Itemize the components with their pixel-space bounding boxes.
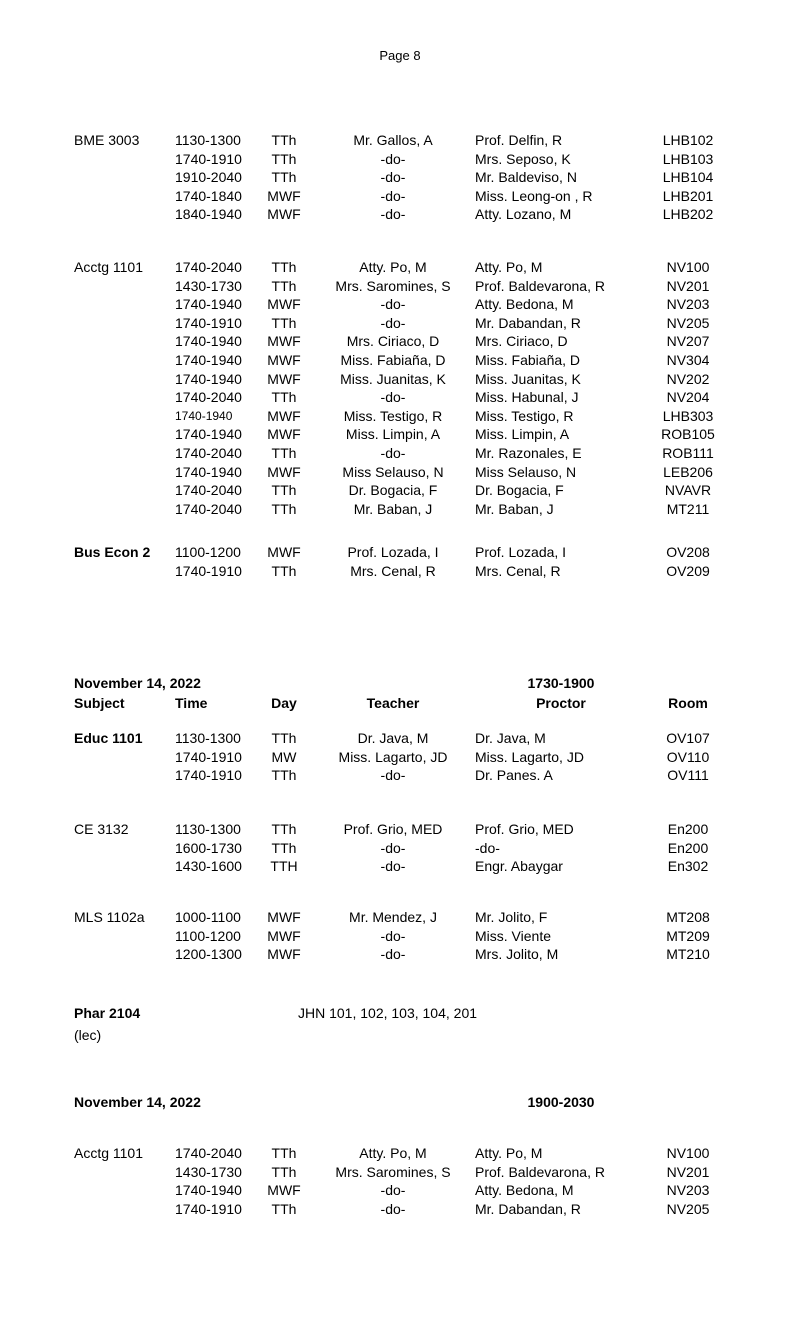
teacher-cell: -do-: [380, 858, 406, 875]
day-cell: TTh: [271, 482, 297, 499]
time-cell: 1740-1940: [175, 1182, 242, 1199]
schedule-row: [0, 258, 800, 277]
time-cell: 1910-2040: [175, 169, 242, 186]
column-header-proctor: Proctor: [536, 694, 586, 711]
date-header-1900-2030: [0, 1093, 800, 1112]
teacher-cell: Mrs. Cenal, R: [350, 562, 436, 579]
proctor-cell: Miss. Lagarto, JD: [475, 748, 584, 765]
room-cell: OV110: [666, 748, 710, 765]
day-cell: TTh: [271, 389, 297, 406]
proctor-cell: Mr. Baldeviso, N: [475, 169, 577, 186]
subject-sublabel: (lec): [74, 1027, 102, 1043]
proctor-cell: Miss. Leong-on , R: [475, 187, 593, 204]
proctor-cell: Mr. Jolito, F: [475, 909, 548, 925]
schedule-row: [0, 1181, 800, 1200]
exam-date: November 14, 2022: [74, 1094, 201, 1110]
time-cell: 1740-1910: [175, 748, 242, 765]
schedule-row: [0, 857, 800, 876]
day-cell: TTh: [271, 821, 297, 837]
teacher-cell: Mrs. Ciriaco, D: [346, 333, 440, 350]
proctor-cell: Mrs. Ciriaco, D: [475, 333, 568, 350]
day-cell: MWF: [267, 463, 301, 480]
section-ce-3132: [0, 820, 800, 876]
time-cell: 1740-2040: [175, 259, 242, 275]
schedule-row: [0, 332, 800, 351]
day-cell: TTh: [271, 259, 297, 275]
teacher-cell: Dr. Java, M: [357, 730, 429, 746]
room-cell: NV203: [666, 1182, 710, 1199]
room-list-note: JHN 101, 102, 103, 104, 201: [298, 1005, 478, 1021]
time-cell: 1000-1100: [175, 909, 241, 925]
room-cell: MT208: [666, 909, 710, 925]
teacher-cell: -do-: [380, 444, 406, 461]
schedule-row: [0, 351, 800, 370]
day-cell: TTh: [271, 444, 297, 461]
room-cell: MT209: [666, 927, 710, 944]
schedule-row: [0, 388, 800, 407]
schedule-row: [0, 766, 800, 785]
proctor-cell: Prof. Grio, MED: [475, 821, 574, 837]
teacher-cell: -do-: [380, 1200, 406, 1217]
time-cell: 1740-2040: [175, 444, 242, 461]
day-cell: TTh: [271, 839, 297, 856]
page-number: Page 8: [379, 48, 421, 63]
proctor-cell: Mr. Dabandan, R: [475, 314, 581, 331]
section-educ-1101: [0, 729, 800, 785]
teacher-cell: Dr. Bogacia, F: [348, 482, 438, 499]
schedule-row: [0, 908, 800, 927]
proctor-cell: Miss. Habunal, J: [475, 389, 579, 406]
room-cell: NV201: [666, 277, 710, 294]
time-cell: 1100-1200: [175, 544, 241, 560]
time-cell: 1740-1940: [175, 333, 242, 350]
column-header-time: Time: [175, 694, 208, 711]
day-cell: MWF: [267, 296, 301, 313]
teacher-cell: -do-: [380, 1182, 406, 1199]
room-cell: ROB105: [661, 426, 715, 443]
day-cell: MW: [271, 748, 297, 765]
proctor-cell: Dr. Java, M: [475, 730, 546, 746]
day-cell: MWF: [267, 544, 301, 560]
section-acctg-1101: [0, 258, 800, 518]
proctor-cell: Mrs. Seposo, K: [475, 150, 571, 167]
day-cell: TTh: [271, 500, 297, 517]
schedule-row: [0, 1144, 800, 1163]
schedule-row: [0, 820, 800, 839]
schedule-row: [0, 425, 800, 444]
time-cell: 1840-1940: [175, 206, 242, 223]
day-cell: TTh: [271, 1145, 297, 1161]
day-cell: MWF: [267, 333, 301, 350]
date-header-row: [0, 674, 800, 694]
room-cell: OV107: [666, 730, 710, 746]
time-cell: 1740-1940: [175, 426, 242, 443]
time-cell: 1740-2040: [175, 500, 242, 517]
time-cell: 1600-1730: [175, 839, 242, 856]
room-cell: En200: [667, 839, 709, 856]
proctor-cell: Mrs. Cenal, R: [475, 562, 561, 579]
time-cell: 1740-1940: [175, 296, 242, 313]
room-cell: LHB104: [662, 169, 714, 186]
time-cell: 1740-1910: [175, 314, 242, 331]
schedule-row: [0, 150, 800, 169]
time-cell: 1200-1300: [175, 946, 242, 963]
time-cell: 1740-1940: [175, 408, 233, 423]
room-cell: OV111: [667, 767, 709, 784]
time-cell: 1430-1600: [175, 858, 242, 875]
day-cell: TTh: [271, 314, 297, 331]
time-cell: 1740-1940: [175, 463, 242, 480]
schedule-row: [0, 1024, 800, 1046]
date-header-1730-1900: [0, 674, 800, 713]
schedule-row: [0, 1002, 800, 1024]
room-cell: NV204: [666, 389, 710, 406]
day-cell: TTh: [271, 1200, 297, 1217]
day-cell: TTh: [271, 277, 297, 294]
room-cell: En200: [667, 821, 709, 837]
date-header-row: [0, 1093, 800, 1112]
room-cell: OV209: [666, 562, 710, 579]
subject-label: Educ 1101: [74, 730, 143, 746]
column-header-row: [0, 694, 800, 714]
schedule-row: [0, 407, 800, 426]
proctor-cell: Dr. Bogacia, F: [475, 482, 564, 499]
teacher-cell: -do-: [380, 296, 406, 313]
room-cell: LHB102: [662, 132, 714, 148]
section-mls-1102a: [0, 908, 800, 964]
room-cell: NV205: [666, 1200, 710, 1217]
proctor-cell: Prof. Baldevarona, R: [475, 1163, 605, 1180]
exam-time-slot: 1730-1900: [527, 675, 595, 691]
column-header-day: Day: [271, 694, 297, 711]
day-cell: MWF: [267, 206, 301, 223]
day-cell: TTH: [270, 858, 298, 875]
time-cell: 1740-1910: [175, 150, 242, 167]
teacher-cell: Miss. Fabiaña, D: [340, 351, 446, 368]
schedule-row: [0, 444, 800, 463]
day-cell: MWF: [267, 351, 301, 368]
schedule-row: [0, 1200, 800, 1219]
time-cell: 1740-2040: [175, 482, 242, 499]
teacher-cell: Mr. Baban, J: [353, 500, 433, 517]
teacher-cell: -do-: [380, 169, 406, 186]
teacher-cell: Mrs. Saromines, S: [335, 1163, 451, 1180]
room-cell: NV203: [666, 296, 710, 313]
schedule-row: [0, 463, 800, 482]
proctor-cell: Prof. Lozada, I: [475, 544, 567, 560]
subject-label: Acctg 1101: [74, 1145, 144, 1161]
teacher-cell: Mr. Gallos, A: [353, 132, 433, 148]
teacher-cell: Miss Selauso, N: [342, 463, 444, 480]
schedule-row: [0, 187, 800, 206]
proctor-cell: Atty. Lozano, M: [475, 206, 572, 223]
room-cell: LHB201: [662, 187, 714, 204]
subject-label: Phar 2104: [74, 1005, 141, 1021]
teacher-cell: Prof. Grio, MED: [343, 821, 443, 837]
proctor-cell: Dr. Panes. A: [475, 767, 553, 784]
schedule-row: [0, 543, 800, 562]
teacher-cell: Atty. Po, M: [359, 1145, 427, 1161]
room-cell: NVAVR: [664, 482, 712, 499]
proctor-cell: Miss Selauso, N: [475, 463, 577, 480]
schedule-row: [0, 370, 800, 389]
day-cell: MWF: [267, 927, 301, 944]
room-cell: MT210: [666, 946, 710, 963]
time-cell: 1430-1730: [175, 277, 242, 294]
day-cell: MWF: [267, 909, 301, 925]
schedule-row: [0, 945, 800, 964]
room-cell: LEB206: [663, 463, 713, 480]
section-phar-2104: [0, 1002, 800, 1046]
room-cell: NV207: [666, 333, 710, 350]
time-cell: 1130-1300: [175, 132, 241, 148]
teacher-cell: -do-: [380, 389, 406, 406]
proctor-cell: Miss. Juanitas, K: [475, 370, 581, 387]
day-cell: TTh: [271, 730, 297, 746]
time-cell: 1740-2040: [175, 1145, 242, 1161]
day-cell: MWF: [267, 407, 301, 424]
day-cell: MWF: [267, 426, 301, 443]
teacher-cell: -do-: [380, 150, 406, 167]
schedule-row: [0, 839, 800, 858]
schedule-row: [0, 1163, 800, 1182]
room-cell: NV100: [666, 259, 710, 275]
schedule-row: [0, 748, 800, 767]
proctor-cell: Mr. Razonales, E: [475, 444, 582, 461]
time-cell: 1100-1200: [175, 927, 241, 944]
schedule-row: [0, 205, 800, 224]
time-cell: 1430-1730: [175, 1163, 242, 1180]
schedule-row: [0, 295, 800, 314]
room-cell: NV202: [666, 370, 710, 387]
subject-label: MLS 1102a: [74, 909, 145, 925]
room-cell: NV304: [666, 351, 710, 368]
schedule-row: [0, 927, 800, 946]
teacher-cell: Miss. Juanitas, K: [340, 370, 446, 387]
day-cell: MWF: [267, 187, 301, 204]
time-cell: 1130-1300: [175, 730, 241, 746]
schedule-row: [0, 481, 800, 500]
schedule-row: [0, 131, 800, 150]
proctor-cell: Atty. Bedona, M: [475, 1182, 574, 1199]
subject-label: Bus Econ 2: [74, 544, 151, 560]
schedule-row: [0, 500, 800, 519]
teacher-cell: Prof. Lozada, I: [347, 544, 439, 560]
schedule-row: [0, 277, 800, 296]
time-cell: 1740-1910: [175, 1200, 242, 1217]
room-cell: ROB111: [662, 444, 714, 461]
day-cell: MWF: [267, 946, 301, 963]
proctor-cell: -do-: [475, 839, 500, 856]
proctor-cell: Mrs. Jolito, M: [475, 946, 559, 963]
proctor-cell: Miss. Limpin, A: [475, 426, 570, 443]
room-cell: LHB202: [662, 206, 714, 223]
teacher-cell: -do-: [380, 314, 406, 331]
time-cell: 1740-1910: [175, 767, 242, 784]
proctor-cell: Miss. Testigo, R: [475, 407, 574, 424]
proctor-cell: Engr. Abaygar: [475, 858, 563, 875]
room-cell: NV100: [666, 1145, 710, 1161]
day-cell: TTh: [271, 767, 297, 784]
day-cell: TTh: [271, 562, 297, 579]
subject-label: Acctg 1101: [74, 259, 144, 275]
schedule-row: [0, 314, 800, 333]
exam-time-slot: 1900-2030: [527, 1094, 595, 1110]
proctor-cell: Prof. Baldevarona, R: [475, 277, 605, 294]
proctor-cell: Mr. Dabandan, R: [475, 1200, 581, 1217]
time-cell: 1130-1300: [175, 821, 241, 837]
proctor-cell: Atty. Bedona, M: [475, 296, 574, 313]
time-cell: 1740-1940: [175, 351, 242, 368]
teacher-cell: Miss. Lagarto, JD: [338, 748, 448, 765]
time-cell: 1740-1910: [175, 562, 242, 579]
day-cell: TTh: [271, 1163, 297, 1180]
column-header-teacher: Teacher: [366, 694, 420, 711]
teacher-cell: Mrs. Saromines, S: [335, 277, 451, 294]
teacher-cell: -do-: [380, 767, 406, 784]
room-cell: LHB103: [662, 150, 714, 167]
column-header-room: Room: [668, 694, 708, 711]
proctor-cell: Atty. Po, M: [475, 1145, 543, 1161]
teacher-cell: -do-: [380, 206, 406, 223]
teacher-cell: Miss. Testigo, R: [343, 407, 443, 424]
room-cell: En302: [667, 858, 709, 875]
teacher-cell: Miss. Limpin, A: [345, 426, 441, 443]
room-cell: NV201: [666, 1163, 710, 1180]
room-cell: NV205: [666, 314, 710, 331]
room-cell: MT211: [666, 500, 710, 517]
proctor-cell: Prof. Delfin, R: [475, 132, 563, 148]
schedule-row: [0, 168, 800, 187]
schedule-row: [0, 729, 800, 748]
proctor-cell: Atty. Po, M: [475, 259, 543, 275]
teacher-cell: -do-: [380, 946, 406, 963]
teacher-cell: -do-: [380, 187, 406, 204]
teacher-cell: Atty. Po, M: [359, 259, 427, 275]
subject-label: BME 3003: [74, 132, 140, 148]
proctor-cell: Mr. Baban, J: [475, 500, 554, 517]
time-cell: 1740-2040: [175, 389, 242, 406]
subject-label: CE 3132: [74, 821, 129, 837]
exam-date: November 14, 2022: [74, 675, 201, 691]
schedule-row: [0, 562, 800, 581]
teacher-cell: -do-: [380, 927, 406, 944]
teacher-cell: Mr. Mendez, J: [349, 909, 437, 925]
time-cell: 1740-1940: [175, 370, 242, 387]
day-cell: TTh: [271, 150, 297, 167]
section-bus-econ-2: [0, 543, 800, 580]
section-acctg-1101-evening: [0, 1144, 800, 1218]
day-cell: TTh: [271, 132, 297, 148]
teacher-cell: -do-: [380, 839, 406, 856]
day-cell: MWF: [267, 370, 301, 387]
day-cell: TTh: [271, 169, 297, 186]
room-cell: LHB303: [662, 407, 714, 424]
section-bme-3003: [0, 131, 800, 224]
time-cell: 1740-1840: [175, 187, 242, 204]
room-cell: OV208: [666, 544, 710, 560]
day-cell: MWF: [267, 1182, 301, 1199]
column-header-subject: Subject: [74, 694, 125, 711]
proctor-cell: Miss. Viente: [475, 927, 551, 944]
proctor-cell: Miss. Fabiaña, D: [475, 351, 581, 368]
